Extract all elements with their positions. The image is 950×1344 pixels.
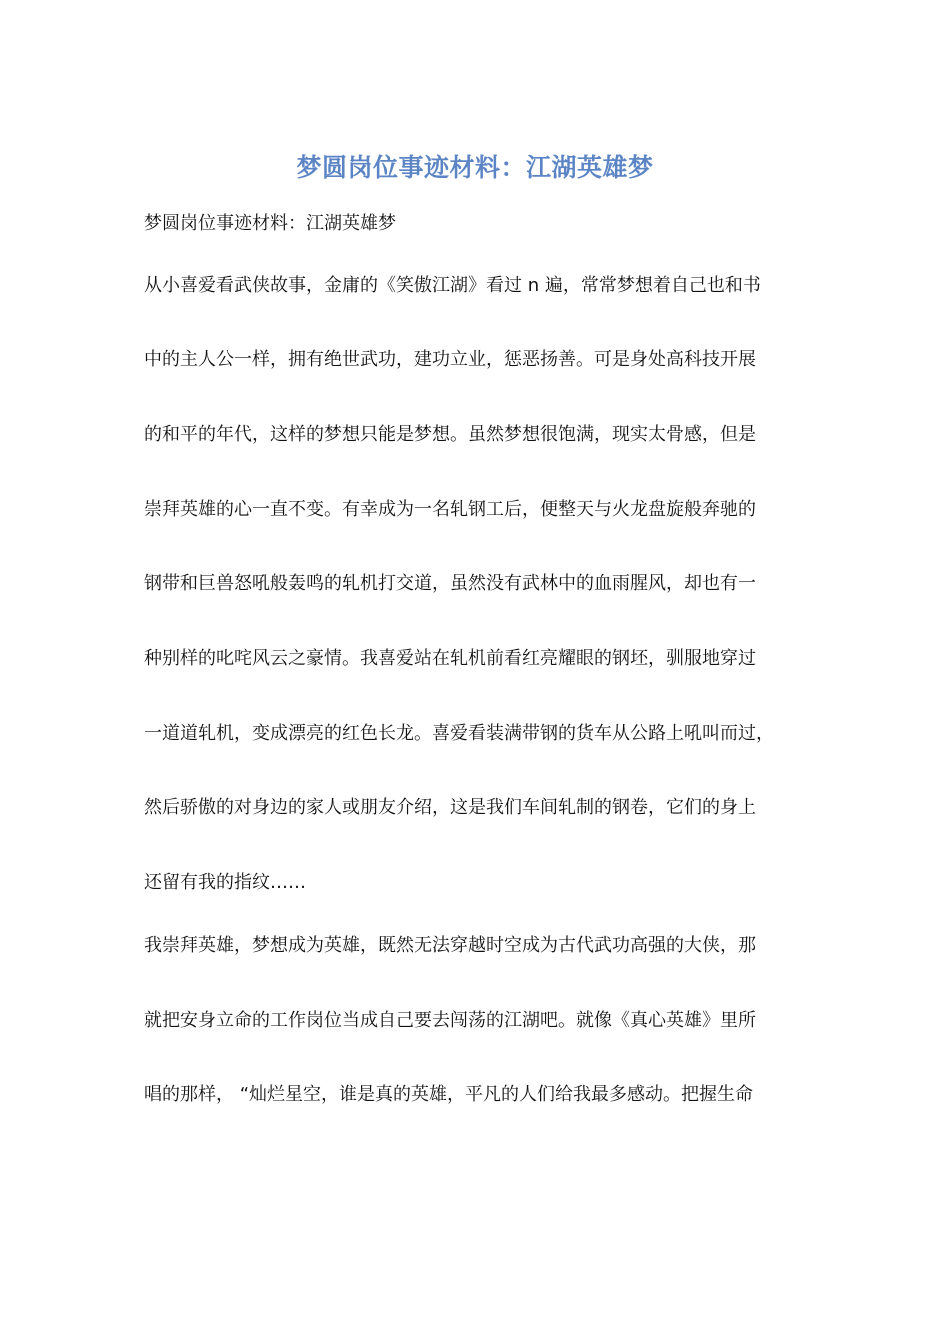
paragraph-line: 中的主人公一样，拥有绝世武功，建功立业，惩恶扬善。可是身处高科技开展 <box>144 349 756 370</box>
document-title: 梦圆岗位事迹材料：江湖英雄梦 <box>296 153 654 182</box>
paragraph-line: 唱的那样， “灿烂星空，谁是真的英雄，平凡的人们给我最多感动。把握生命 <box>144 1084 754 1105</box>
paragraph-line: 钢带和巨兽怒吼般轰鸣的轧机打交道，虽然没有武林中的血雨腥风，却也有一 <box>144 573 756 594</box>
paragraph-line: 一道道轧机，变成漂亮的红色长龙。喜爱看装满带钢的货车从公路上吼叫而过， <box>144 723 774 744</box>
paragraph-line: 就把安身立命的工作岗位当成自己要去闯荡的江湖吧。就像《真心英雄》里所 <box>144 1010 756 1031</box>
paragraph-line: 还留有我的指纹…… <box>144 872 306 893</box>
paragraph-line: 的和平的年代，这样的梦想只能是梦想。虽然梦想很饱满，现实太骨感，但是 <box>144 424 756 445</box>
paragraph-line: 从小喜爱看武侠故事，金庸的《笑傲江湖》看过 n 遍，常常梦想着自己也和书 <box>144 275 761 296</box>
paragraph-line: 我崇拜英雄，梦想成为英雄，既然无法穿越时空成为古代武功高强的大侠，那 <box>144 935 756 956</box>
document-subtitle: 梦圆岗位事迹材料：江湖英雄梦 <box>144 213 396 234</box>
paragraph-line: 崇拜英雄的心一直不变。有幸成为一名轧钢工后，便整天与火龙盘旋般奔驰的 <box>144 499 756 520</box>
paragraph-line: 种别样的叱咤风云之豪情。我喜爱站在轧机前看红亮耀眼的钢坯，驯服地穿过 <box>144 648 756 669</box>
paragraph-line: 然后骄傲的对身边的家人或朋友介绍，这是我们车间轧制的钢卷，它们的身上 <box>144 797 756 818</box>
